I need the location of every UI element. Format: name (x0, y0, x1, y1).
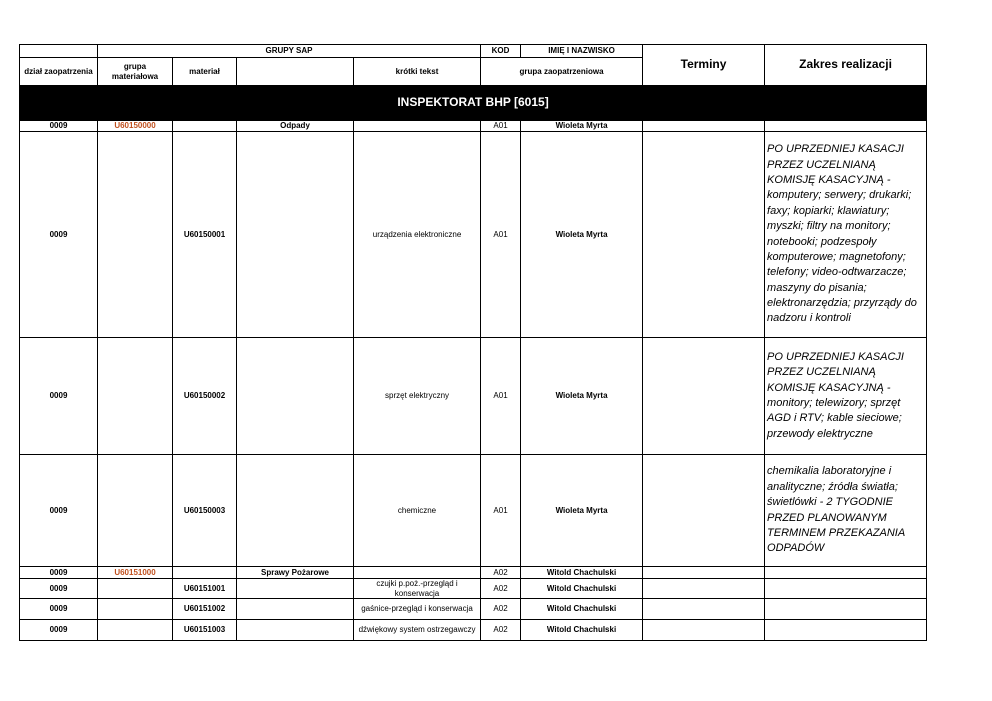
table-row (20, 579, 927, 599)
cell-grupa: U60151000 (98, 567, 173, 579)
cell-zakres: PO UPRZEDNIEJ KASACJI PRZEZ UCZELNIANĄ KOMISJĘ KASACYJNĄ - monitory; telewizory; sprzęt AGD i RTV; kable sieciowe; przewody elektryczne (765, 338, 927, 455)
cell-nazwa: Odpady (237, 121, 354, 132)
cell-zakres (765, 567, 927, 579)
cell-tekst: dźwiękowy system ostrzegawczy (354, 620, 481, 641)
header-zakres-realizacji: Zakres realizacji (765, 45, 927, 86)
cell-dzial: 0009 (20, 567, 98, 579)
cell-tekst (354, 121, 481, 132)
cell-dzial: 0009 (20, 599, 98, 620)
table-row (20, 599, 927, 620)
header-blank (20, 45, 98, 58)
cell-osoba: Wioleta Myrta (521, 455, 643, 567)
header-row-1 (20, 45, 927, 58)
cell-kod: A02 (481, 567, 521, 579)
cell-zakres (765, 599, 927, 620)
header-imie-nazwisko: IMIĘ I NAZWISKO (521, 45, 643, 58)
cell-tekst (354, 567, 481, 579)
cell-material: U60151002 (173, 599, 237, 620)
cell-material: U60150003 (173, 455, 237, 567)
cell-nazwa (237, 620, 354, 641)
cell-zakres (765, 121, 927, 132)
cell-osoba: Witold Chachulski (521, 599, 643, 620)
cell-material: U60150002 (173, 338, 237, 455)
cell-grupa: U60150000 (98, 121, 173, 132)
cell-tekst: gaśnice-przegląd i konserwacja (354, 599, 481, 620)
table-row (20, 567, 927, 579)
section-row (20, 86, 927, 121)
cell-terminy (643, 455, 765, 567)
cell-kod: A01 (481, 338, 521, 455)
cell-tekst: chemiczne (354, 455, 481, 567)
cell-grupa (98, 579, 173, 599)
cell-terminy (643, 620, 765, 641)
cell-zakres (765, 620, 927, 641)
cell-dzial: 0009 (20, 338, 98, 455)
cell-osoba: Witold Chachulski (521, 579, 643, 599)
cell-terminy (643, 121, 765, 132)
sap-groups-table (19, 44, 927, 641)
header-kod: KOD (481, 45, 521, 58)
cell-dzial: 0009 (20, 121, 98, 132)
cell-zakres: PO UPRZEDNIEJ KASACJI PRZEZ UCZELNIANĄ KOMISJĘ KASACYJNĄ - komputery; serwery; drukarki; faxy; kopiarki; klawiatury; myszki; filtry na monitory; notebooki; podzespoły komputerowe; magnetofony; telefony; video-odtwarzacze; maszyny do pisania; elektronarzędzia; przyrządy do nadzoru i kontroli (765, 132, 927, 338)
cell-material (173, 121, 237, 132)
cell-osoba: Wioleta Myrta (521, 338, 643, 455)
cell-nazwa: Sprawy Pożarowe (237, 567, 354, 579)
cell-grupa (98, 455, 173, 567)
cell-terminy (643, 338, 765, 455)
header-grupa-zaopatrzeniowa: grupa zaopatrzeniowa (481, 58, 643, 86)
cell-zakres: chemikalia laboratoryjne i analityczne; źródła światła; świetlówki - 2 TYGODNIE PRZED PLANOWANYM TERMINEM PRZEKAZANIA ODPADÓW (765, 455, 927, 567)
header-krotki-tekst: krótki tekst (354, 58, 481, 86)
cell-kod: A01 (481, 455, 521, 567)
cell-kod: A01 (481, 132, 521, 338)
cell-tekst: sprzęt elektryczny (354, 338, 481, 455)
cell-terminy (643, 132, 765, 338)
cell-material: U60151003 (173, 620, 237, 641)
cell-osoba: Wioleta Myrta (521, 121, 643, 132)
cell-osoba: Wioleta Myrta (521, 132, 643, 338)
cell-osoba: Witold Chachulski (521, 620, 643, 641)
cell-kod: A02 (481, 579, 521, 599)
cell-tekst: czujki p.poż.-przegląd i konserwacja (354, 579, 481, 599)
cell-dzial: 0009 (20, 132, 98, 338)
table-row (20, 338, 927, 455)
cell-terminy (643, 599, 765, 620)
cell-osoba: Witold Chachulski (521, 567, 643, 579)
table-row (20, 121, 927, 132)
cell-dzial: 0009 (20, 620, 98, 641)
cell-material: U60151001 (173, 579, 237, 599)
cell-material (173, 567, 237, 579)
cell-nazwa (237, 579, 354, 599)
table-row (20, 132, 927, 338)
cell-zakres (765, 579, 927, 599)
cell-grupa (98, 599, 173, 620)
header-material: materiał (173, 58, 237, 86)
cell-nazwa (237, 338, 354, 455)
cell-nazwa (237, 599, 354, 620)
header-grupa-materialowa: grupa materiałowa (98, 58, 173, 86)
cell-dzial: 0009 (20, 455, 98, 567)
header-dzial-zaopatrzenia: dział zaopatrzenia (20, 58, 98, 86)
header-terminy: Terminy (643, 45, 765, 86)
cell-terminy (643, 579, 765, 599)
cell-nazwa (237, 132, 354, 338)
cell-grupa (98, 338, 173, 455)
cell-dzial: 0009 (20, 579, 98, 599)
table-row (20, 620, 927, 641)
cell-material: U60150001 (173, 132, 237, 338)
cell-grupa (98, 132, 173, 338)
cell-kod: A01 (481, 121, 521, 132)
table-row (20, 455, 927, 567)
section-title: INSPEKTORAT BHP [6015] (20, 86, 927, 121)
cell-kod: A02 (481, 599, 521, 620)
cell-nazwa (237, 455, 354, 567)
cell-terminy (643, 567, 765, 579)
cell-kod: A02 (481, 620, 521, 641)
cell-tekst: urządzenia elektroniczne (354, 132, 481, 338)
header-grupy-sap: GRUPY SAP (98, 45, 481, 58)
header-nazwa (237, 58, 354, 86)
cell-grupa (98, 620, 173, 641)
